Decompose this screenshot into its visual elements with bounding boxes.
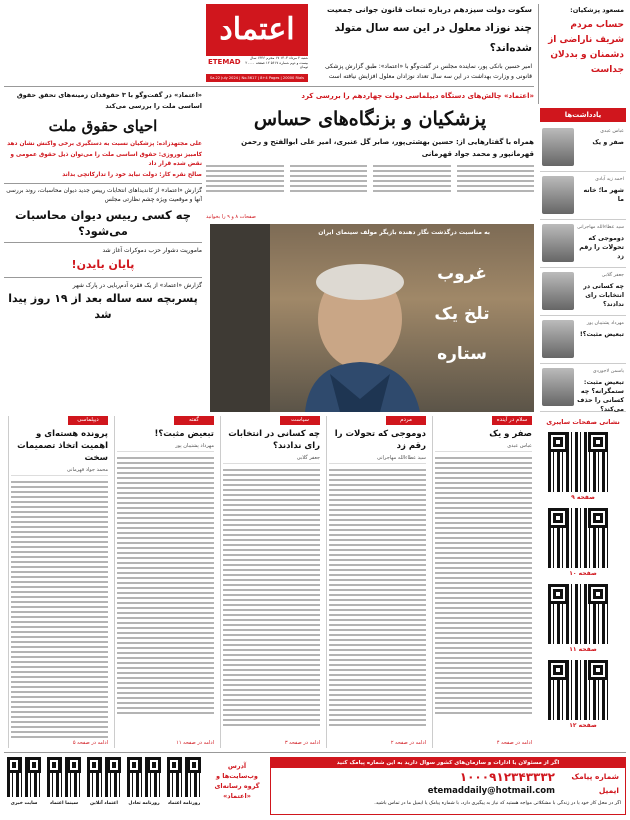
text-lines xyxy=(373,165,451,192)
article-continued[interactable]: ادامه در صفحه ۴ xyxy=(496,740,532,746)
footer-qr-label: سایت خبری xyxy=(10,801,38,806)
qr-label: صفحه ۱۲ xyxy=(569,722,597,729)
main-headline: پزشکیان و بزنگاه‌های حساس xyxy=(253,108,487,130)
footer-qr-code[interactable] xyxy=(127,757,161,797)
left-kicker-2: گزارش «اعتماد» از کاندیداهای انتخابات رییس جدید دیوان محاسبات، روند بررسی آنها و موقعیت ویژه چشم نظارتی مجلس xyxy=(6,188,202,203)
corner-box xyxy=(538,4,626,104)
text-lines xyxy=(117,457,214,714)
article-column xyxy=(8,416,110,748)
note-item[interactable] xyxy=(540,124,626,172)
author-photo xyxy=(542,320,574,358)
qr-code[interactable] xyxy=(548,660,608,720)
photo-title: غروب تلخ یک ستاره xyxy=(434,264,490,364)
sms-label: شماره پیامک xyxy=(571,772,619,781)
text-lines xyxy=(457,165,535,192)
article-column xyxy=(432,416,534,748)
article-column xyxy=(114,416,216,748)
footer-qr-label: اعتماد آنلاین xyxy=(90,801,118,806)
top-story-lede: امیر حسین بانکی پور، نماینده مجلس در گفت‌وگو با «اعتماد»: طبق گزارش پزشکی قانونی و وزارت بهداشت در این سه سال تعداد نوزادان معلول افزایش نیافته است xyxy=(325,63,532,80)
qr-label: صفحه ۱۱ xyxy=(569,646,597,653)
article-author: محمد جواد قهرمانی xyxy=(11,466,108,476)
article-continued[interactable]: ادامه در صفحه ۲ xyxy=(390,740,426,746)
articles-row xyxy=(4,416,534,748)
note-item[interactable] xyxy=(540,316,626,364)
main-footer: صفحات ۸ و ۹ را بخوانید xyxy=(206,214,256,220)
article-author: مهرداد پشتیبان پور xyxy=(117,442,214,452)
top-story-headline: چند نوزاد معلول در این سه سال متولد شده‌اند؟ xyxy=(334,22,532,54)
author-photo xyxy=(542,272,574,310)
corner-kicker: مسعود پزشکیان: xyxy=(570,6,624,14)
sms-number[interactable]: ۱۰۰۰۹۱۲۳۴۳۳۳۲ xyxy=(459,770,555,784)
left-headline-1: احیای حقوق ملت xyxy=(48,117,158,135)
article-author: جعفر گلابی xyxy=(223,454,320,464)
top-story-kicker: سکوت دولت سیزدهم درباره تبعات قانون جوانی جمعیت xyxy=(327,5,532,14)
main-body xyxy=(206,165,534,192)
article-title[interactable]: پرونده هسته‌ای و اهمیت اتخاذ تصمیمات سخت xyxy=(17,429,108,463)
left-bullet: صالح نقره کار: دولت نباید خود را تدارکاتچی بداند xyxy=(62,172,202,178)
author-photo xyxy=(542,176,574,214)
masthead-logo: اعتماد xyxy=(219,12,295,47)
article-title[interactable]: تبعیض مثبت؟! xyxy=(154,429,214,439)
divider xyxy=(4,86,534,87)
top-story xyxy=(312,4,532,82)
text-lines xyxy=(435,457,532,714)
left-column xyxy=(4,90,202,410)
footer xyxy=(4,752,626,816)
issue-info xyxy=(244,56,308,72)
left-kicker-1: «اعتماد» در گفت‌وگو با ۳ حقوقدان زمینه‌های تحقق حقوق اساسی ملت را بررسی می‌کند xyxy=(16,91,202,110)
article-column xyxy=(326,416,428,748)
article-section: دیپلماسی xyxy=(68,416,108,425)
note-author: یاسمن لاجوردی xyxy=(592,369,624,374)
divider xyxy=(4,277,202,278)
left-bullet: علی مجتهدزاده: پزشکیان نسبت به دستگیری برخی واکنش نشان دهد xyxy=(7,141,202,147)
author-photo xyxy=(542,368,574,406)
divider xyxy=(4,242,202,243)
article-section: مردم xyxy=(386,416,426,425)
article-continued[interactable]: ادامه در صفحه ۱۱ xyxy=(176,740,214,746)
footer-qr-label: سینما اعتماد xyxy=(49,801,79,806)
footer-qr-label: روزنامه تعادل xyxy=(128,801,160,806)
footer-address: آدرس وب‌سایت‌ها و گروه رسانه‌ای «اعتماد» xyxy=(214,762,260,800)
text-lines xyxy=(329,469,426,726)
note-item[interactable] xyxy=(540,364,626,412)
note-author: سید عطاءالله مهاجرانی xyxy=(576,225,624,230)
issue-line: ۲۰۰۰۰ تومان xyxy=(245,60,308,69)
note-title: شهر ما؛ خانه ما xyxy=(583,187,624,203)
left-kicker-3: ماموریت دشوار حزب دموکرات آغاز شد xyxy=(102,247,202,254)
footer-qr-code[interactable] xyxy=(47,757,81,797)
note-title: صفر و یک xyxy=(592,139,624,146)
footer-qr-code[interactable] xyxy=(7,757,41,797)
footer-qr-code[interactable] xyxy=(167,757,201,797)
qr-column xyxy=(540,416,626,748)
note-item[interactable] xyxy=(540,172,626,220)
logo-box xyxy=(206,4,308,56)
article-title[interactable]: چه کسانی در انتخابات رای ندادند؟ xyxy=(228,429,320,451)
email-address[interactable]: etemaddaily@hotmail.com xyxy=(427,786,555,796)
note-item[interactable] xyxy=(540,268,626,316)
issue-line: شنبه ۲ مرداد ۱۴۰۳ xyxy=(280,56,308,60)
footer-banner: اگر از مسئولان یا ادارات و سازمان‌های کشور سوال دارید به این شماره پیامک کنید xyxy=(271,758,625,768)
qr-code[interactable] xyxy=(548,432,608,492)
main-subhead: همراه با گفتارهایی از: حسین بهشتی‌پور، صابر گل عنبری، امیر علی ابوالفتح و رحمن قهرمانپور و محمد جواد قهرمانی xyxy=(241,138,534,158)
left-headline-4: پسربچه سه ساله بعد از ۱۹ روز پیدا شد xyxy=(8,292,198,321)
footer-qr-row xyxy=(4,757,204,815)
masthead xyxy=(206,4,308,82)
note-author: احمد زید آبادی xyxy=(595,177,624,182)
main-kicker: «اعتماد» چالش‌های دستگاه دیپلماسی دولت چهاردهم را بررسی کرد xyxy=(301,92,534,100)
author-photo xyxy=(542,224,574,262)
note-item[interactable] xyxy=(540,220,626,268)
text-lines xyxy=(11,481,108,738)
note-author: مهرداد پشتیبان پور xyxy=(586,321,624,326)
email-label: ایمیل xyxy=(598,786,619,795)
issue-line: ۱۷ محرم ۱۴۴۶ xyxy=(257,56,280,60)
article-section: سلام در آینده xyxy=(492,416,532,425)
main-story xyxy=(206,90,534,220)
note-title: دوموجی که تحولات را رقم زد xyxy=(579,235,624,260)
text-lines xyxy=(290,165,368,192)
article-continued[interactable]: ادامه در صفحه ۳ xyxy=(284,740,320,746)
author-photo xyxy=(542,128,574,166)
footer-qr-code[interactable] xyxy=(87,757,121,797)
article-section: سیاست xyxy=(280,416,320,425)
left-bullet: کامبیز نوروزی: حقوق اساسی ملت را می‌توان ذیل حقوق عمومی و نقض شده قرار داد xyxy=(10,152,202,167)
note-title: چه کسانی در انتخابات رای ندادند؟ xyxy=(583,283,624,308)
note-title: تبعیض مثبت؟! xyxy=(579,331,624,338)
note-author: جعفر گلابی xyxy=(601,273,624,278)
notes-list xyxy=(540,124,626,412)
photo-kicker: به مناسبت درگذشت نگار دهنده بازیگر مولف سینمای ایران xyxy=(318,229,490,236)
article-author: سید عطاءالله مهاجرانی xyxy=(329,454,426,464)
text-lines xyxy=(223,469,320,726)
article-title[interactable]: دوموجی که تحولات را رقم زد xyxy=(334,429,426,451)
left-kicker-4: گزارش «اعتماد» از یک فقره آدم‌ربایی در پارک شهر xyxy=(72,282,202,289)
qr-label: صفحه ۹ xyxy=(571,494,595,501)
article-continued[interactable]: ادامه در صفحه ۵ xyxy=(72,740,108,746)
footer-sms-box xyxy=(270,757,626,815)
qr-heading: نشانی صفحات سایبری xyxy=(546,418,620,426)
notes-heading: یادداشت‌ها xyxy=(540,108,626,122)
text-lines xyxy=(206,165,284,192)
note-author: عباس عبدی xyxy=(600,129,624,134)
qr-code[interactable] xyxy=(548,584,608,644)
corner-text: حساب مردم شریف ناراضی از دشمنان و بددلان جداست xyxy=(548,20,624,75)
photo-feature xyxy=(210,224,534,412)
article-title[interactable]: صفر و یک xyxy=(489,429,532,439)
footer-note: اگر در محل کار خود یا در زندگی با مشکلاتی مواجه هستید که نیاز به پیگیری دارد، با شماره پیامک یا ایمیل ما در تماس باشید. xyxy=(374,801,621,806)
divider xyxy=(4,183,202,184)
article-section: گفته xyxy=(174,416,214,425)
left-headline-3: پایان بایدن! xyxy=(71,258,135,271)
article-author: عباس عبدی xyxy=(435,442,532,452)
dateline: Sa.22 July 2024 | No.5617 | 8+4 Pages | 20000 Rials xyxy=(206,74,308,82)
masthead-latin: ETEMAD xyxy=(208,58,241,66)
qr-label: صفحه ۱۰ xyxy=(569,570,597,577)
qr-code[interactable] xyxy=(548,508,608,568)
issue-line: شماره ۵۶۱۷ xyxy=(270,60,289,65)
note-title: تبعیض مثبت: ستمگرانه؟ چه کسانی را حذف می‌کند؟ xyxy=(577,379,624,412)
footer-qr-label: روزنامه اعتماد xyxy=(167,801,201,806)
issue-line: سال بیست و دوم xyxy=(249,56,308,65)
article-column xyxy=(220,416,322,748)
issue-line: ۱۲ صفحه xyxy=(255,60,270,65)
left-headline-2: چه کسی رییس دیوان محاسبات می‌شود؟ xyxy=(15,208,191,238)
